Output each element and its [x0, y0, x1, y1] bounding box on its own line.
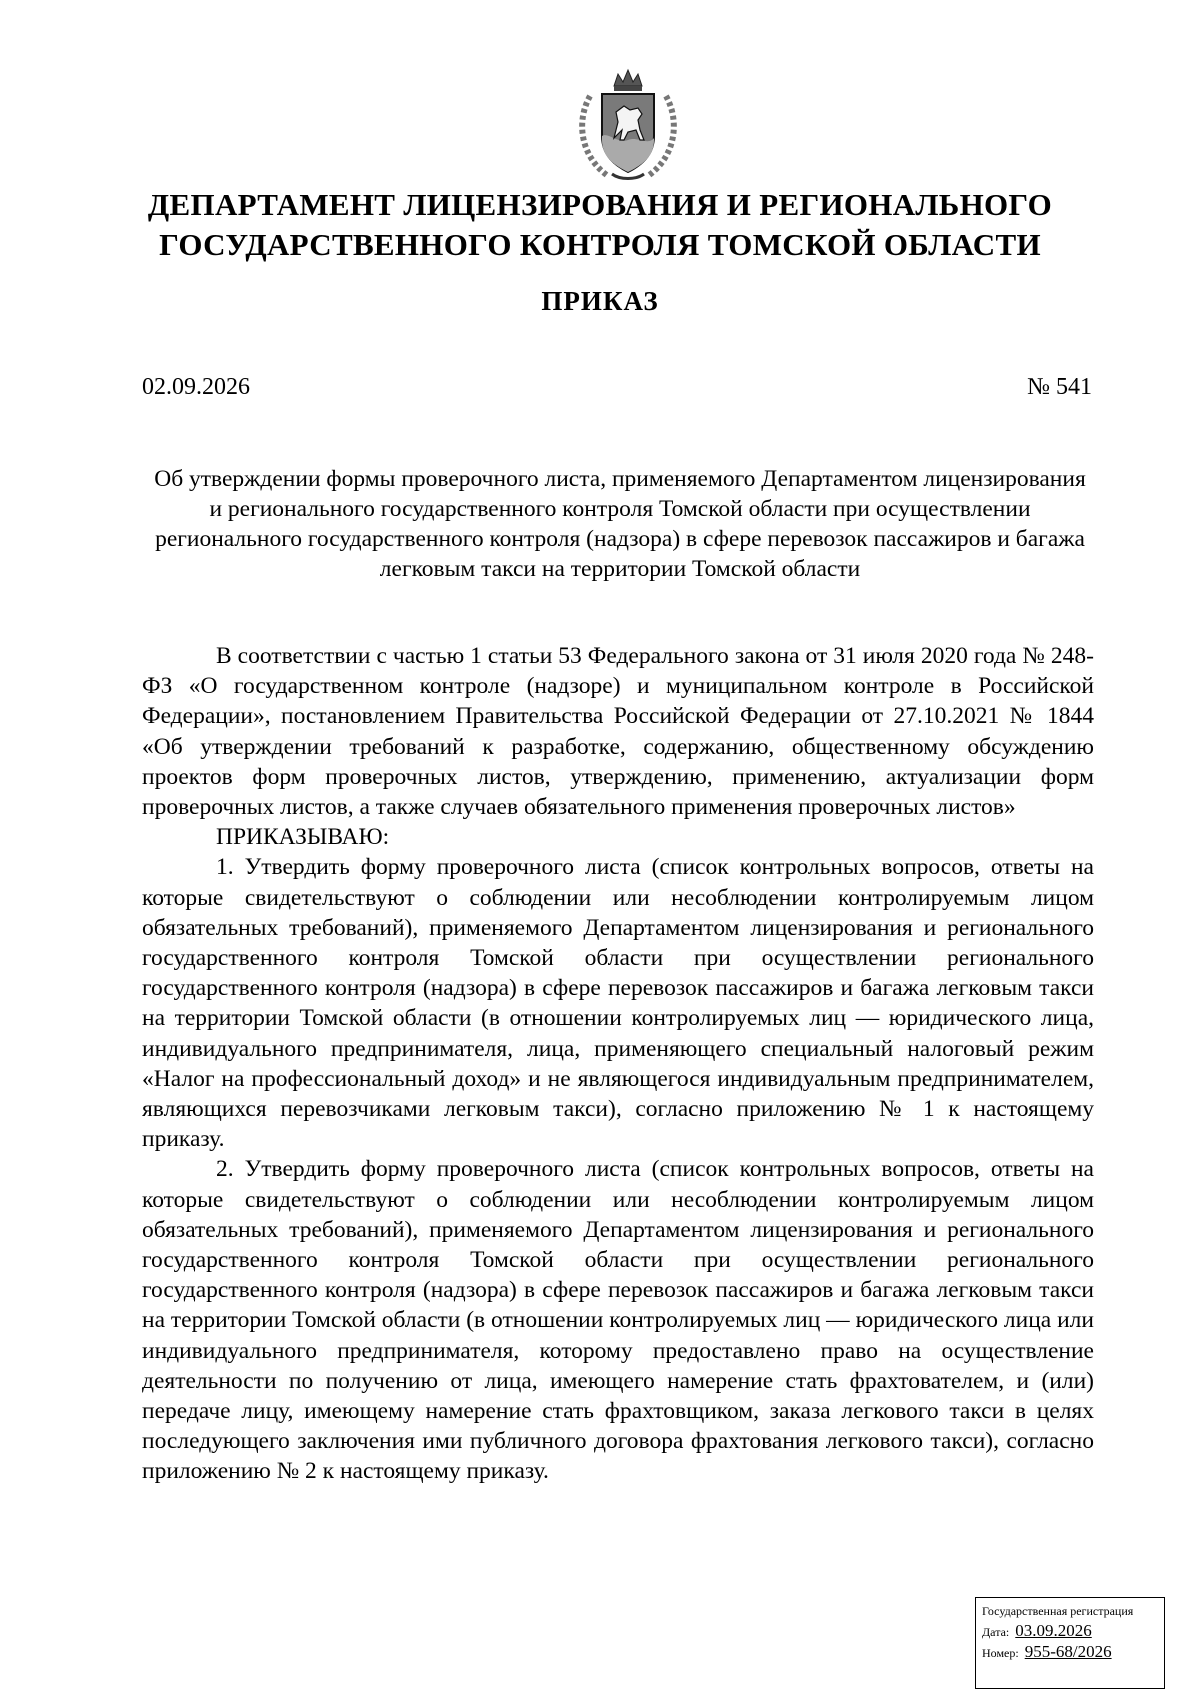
order-item-1: 1. Утвердить форму проверочного листа (список контрольных вопросов, ответы на которые свидетельствуют о соблюдении или несоблюдении контролируемым лицом обязательных требований), применяемого Департаментом лицензирования и регионального государственного контроля Томской области при осуществлении регионального государственного контроля (надзора) в сфере перевозок пассажиров и багажа легковым такси на территории Томской области (в отношении контролируемых лиц — юридического лица, индивидуального предпринимателя, лица, применяющего специальный налоговый режим «Налог на профессиональный доход» и не являющегося индивидуальным предпринимателем, являющихся перевозчиками легковым такси), согласно приложению № 1 к настоящему приказу.	[142, 854, 1094, 1153]
registration-date-label: Дата:	[982, 1625, 1010, 1639]
department-title-line2: ГОСУДАРСТВЕННОГО КОНТРОЛЯ ТОМСКОЙ ОБЛАСТИ	[159, 227, 1041, 262]
tomsk-coat-of-arms-icon	[568, 66, 688, 184]
registration-number-label: Номер:	[982, 1646, 1019, 1660]
registration-title: Государственная регистрация	[982, 1604, 1134, 1618]
order-word: ПРИКАЗЫВАЮ:	[216, 824, 390, 851]
order-date: 02.09.2026	[142, 374, 250, 400]
order-subject: Об утверждении формы проверочного листа, применяемого Департаментом лицензирования и регионального государственного контроля Томской области при осуществлении регионального государственного контроля (надзора) в сфере перевозок пассажиров и багажа легковым такси на территории Томской области	[154, 466, 1086, 582]
order-body	[142, 641, 1094, 1487]
document-type: ПРИКАЗ	[541, 286, 659, 316]
order-number: № 541	[1027, 374, 1092, 400]
order-item-2: 2. Утвердить форму проверочного листа (список контрольных вопросов, ответы на которые свидетельствуют о соблюдении или несоблюдении контролируемым лицом обязательных требований), применяемого Департаментом лицензирования и регионального государственного контроля Томской области при осуществлении регионального государственного контроля (надзора) в сфере перевозок пассажиров и багажа легковым такси на территории Томской области (в отношении контролируемых лиц — юридического лица или индивидуального предпринимателя, которому предоставлено право на осуществление деятельности по получению от лица, имеющего намерение стать фрахтователем, и (или) передаче лицу, имеющему намерение стать фрахтовщиком, заказа легкового такси в целях последующего заключения ими публичного договора фрахтования легкового такси), согласно приложению № 2 к настоящему приказу.	[142, 1156, 1094, 1485]
registration-date: 03.09.2026	[1015, 1621, 1092, 1640]
registration-stamp	[975, 1597, 1165, 1689]
registration-number: 955-68/2026	[1024, 1642, 1112, 1661]
department-title-line1: ДЕПАРТАМЕНТ ЛИЦЕНЗИРОВАНИЯ И РЕГИОНАЛЬНОГО	[147, 187, 1053, 222]
preamble-paragraph: В соответствии с частью 1 статьи 53 Федерального закона от 31 июля 2020 года № 248-ФЗ «О государственном контроле (надзоре) и муниципальном контроле в Российской Федерации», постановлением Правительства Российской Федерации от 27.10.2021 № 1844 «Об утверждении требований к разработке, содержанию, общественному обсуждению проектов форм проверочных листов, утверждению, применению, актуализации форм проверочных листов, а также случаев обязательного применения проверочных листов»	[142, 643, 1094, 821]
